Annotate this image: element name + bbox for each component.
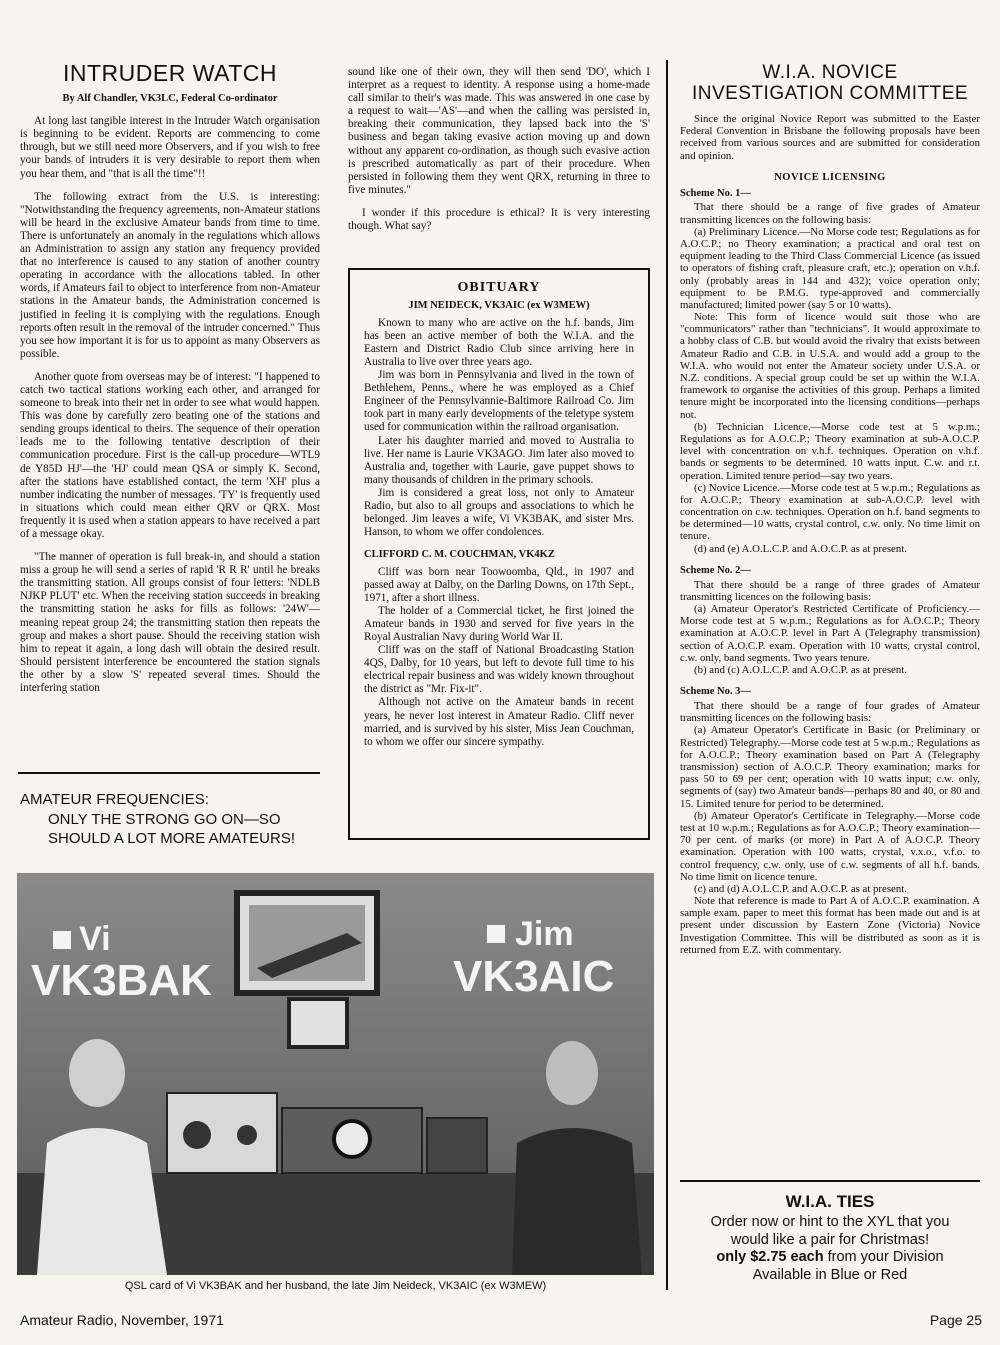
photo-caption: QSL card of Vi VK3BAK and her husband, the late Jim Neideck, VK3AIC (ex W3MEW) — [124, 1280, 547, 1292]
obituary-name-2: CLIFFORD C. M. COUCHMAN, VK4KZ — [364, 549, 555, 561]
ties-line-4: Available in Blue or Red — [752, 1266, 908, 1283]
scheme-1-de: (d) and (e) A.O.L.C.P. and A.O.C.P. as at present. — [694, 542, 907, 555]
sign-left-call: VK3BAK — [31, 956, 212, 1005]
right-column-rule — [666, 60, 668, 1290]
woman-body — [37, 1128, 167, 1275]
obit2-para-2: The holder of a Commercial ticket, he first joined the Amateur bands in 1930 and served for five years in the Royal Australian Navy during World War II. — [364, 604, 634, 643]
scheme-2-a: (a) Amateur Operator's Restricted Certificate of Proficiency.—Morse code test at 5 w.p.m.; Regulations as for A.O.C.P.; Theory examination at A.O.C.P. level in Part A (Telegraphy transmission) section of A.O.C.P. exam. Operation with 10 watts, crystal control, c.w. only, band segments. Two years tenure. — [680, 603, 980, 664]
qsl-photo — [17, 873, 654, 1275]
ties-price: only $2.75 each — [716, 1249, 824, 1266]
right-sign-square — [487, 925, 505, 943]
obituary-title: OBITUARY — [457, 280, 541, 295]
scheme-2-head: Scheme No. 2— — [680, 564, 751, 576]
ties-line-price — [672, 1249, 988, 1266]
continuation-para-2: I wonder if this procedure is ethical? It is very interesting though. What say? — [348, 206, 650, 233]
ties-line-3: from your Division — [827, 1249, 944, 1266]
scheme-1-a: (a) Preliminary Licence.—No Morse code test; Regulations as for A.O.C.P.; no Theory examination; a practical and oral test on equipment leading to the Third Class Commercial Licence (as issued to operators of fishing craft, pleasure craft, etc.); operation on v.h.f. only (probably areas in 144 and 432); voice operation only; equipment to be P.M.G. type-approved and commercially manufactured; limited power (say 5 or 10 watts). — [680, 225, 980, 311]
novice-intro: Since the original Novice Report was submitted to the Easter Federal Convention in Brisbane the following proposals have been received from various sources and are submitted for consideration and opinion. — [680, 112, 980, 162]
sign-right-call: VK3AIC — [453, 952, 615, 1001]
scheme-3-note: Note that reference is made to Part A of A.O.C.P. examination. A sample exam. paper to meet this format has been made out and is at present under discussion by Eastern Zone (Victoria) Novice Investigation Committee. This will be distributed as soon as it is returned from E.Z. with commentary. — [680, 895, 980, 956]
scheme-3-head: Scheme No. 3— — [680, 686, 751, 698]
small-picture-frame — [289, 999, 347, 1047]
obit2-para-1: Cliff was born near Toowoomba, Qld., in 1907 and passed away at Dalby, on the Darling Downs, on 17th Sept., 1971, after a short illness. — [364, 565, 634, 604]
scheme-3-b: (b) Amateur Operator's Certificate in Telegraphy.—Morse code test at 10 w.p.m.; Regulations as for A.O.C.P.; Theory examination—70 per cent. of marks (or more) in Part A of A.O.C.P. Theory examination. Operation with 100 watts, crystal, v.x.o., v.f.o. to control frequency, c.w. only, use of c.w. segments of all h.f. bands. No time limit on licence tenure. — [680, 809, 980, 883]
ties-top-rule — [680, 1180, 980, 1182]
man-body — [512, 1128, 642, 1275]
intruder-title: INTRUDER WATCH — [63, 60, 277, 86]
frequencies-line-2: ONLY THE STRONG GO ON—SO — [48, 810, 281, 828]
obit1-para-3: Later his daughter married and moved to Australia to live. Her name is Laurie VK3AGO. Jim later also moved to Australia and, together with Laurie, gave puppet shows to many thousands of children in the primary schools. — [364, 434, 634, 486]
receiver-dial-icon — [334, 1121, 370, 1157]
transmitter-knob-icon — [237, 1125, 257, 1145]
ties-line-2: would like a pair for Christmas! — [730, 1231, 930, 1248]
intruder-para-1: At long last tangible interest in the Intruder Watch organisation is beginning to be evident. Reports are commencing to come through, but we still need more Observers, and if you wish to free your bands of intruders it is very desirable to report them when you hear them, and "that is all the time"!! — [20, 115, 320, 180]
left-column-rule — [18, 772, 320, 774]
continuation-para-1: sound like one of their own, they will then send 'DO', which I interpret as a request to identity. A response using a home-made call similar to their's was made. This was answered in one case by a request to wait—'AS'—and when the calling was persisted in, breaking their communication, they lapsed back into the 'S' business and began taking evasive action moving up and down without any apparent co-ordination, as though such evasive action is prescribed automatically as part of their procedure. When persisted in following them they went QRX, returning in three to five minutes." — [348, 66, 650, 196]
intruder-byline: By Alf Chandler, VK3LC, Federal Co-ordinator — [62, 92, 278, 104]
frequencies-line-3: SHOULD A LOT MORE AMATEURS! — [48, 830, 296, 847]
transmitter-dial-icon — [183, 1121, 211, 1149]
scheme-2-intro: That there should be a range of three grades of Amateur transmitting licences on the following basis: — [680, 578, 980, 603]
novice-title-2: INVESTIGATION COMMITTEE — [691, 83, 969, 105]
scheme-1-c: (c) Novice Licence.—Morse code test at 5 w.p.m.; Regulations as for A.O.C.P.; Theory examination at sub-A.O.C.P. level with concentration on c.w. techniques. Operation on h.f. band segments to be determined—10 watts, crystal control, c.w. only. No time limit on tenure. — [680, 481, 980, 543]
intruder-para-4: "The manner of operation is full break-in, and should a station miss a group he will send a series of rapid 'R R R' until he breaks the transmitting station. All groups consist of four letters: 'NDLB NJKP PLUT' etc. When the receiving station succeeds in breaking the transmitting station he asks for fills as follows: '24W'—meaning repeat group 24; the transmitting station then repeats the group and makes a short pause. Should the receiving station wish him to repeat it again, a long dash will obtain the desired result. Should persistent interference be encountered the station signals the other by a slow 'S' repeated several times. Should the interfering station — [20, 551, 320, 695]
footer-left: Amateur Radio, November, 1971 — [20, 1312, 224, 1328]
ties-advert — [672, 1192, 988, 1284]
novice-title-1: W.I.A. NOVICE — [762, 62, 898, 83]
obit2-para-4: Although not active on the Amateur bands in recent years, he never lost interest in Amateur Radio. Cliff never married, and is survived by his sister, Miss Jean Couchman, to whom we offer our sincere sympathy. — [364, 696, 634, 748]
ties-line-1: Order now or hint to the XYL that you — [710, 1214, 950, 1231]
novice-column — [680, 62, 980, 956]
obituary-name-1: JIM NEIDECK, VK3AIC (ex W3MEW) — [408, 300, 590, 312]
scheme-3-cd: (c) and (d) A.O.L.C.P. and A.O.C.P. as at present. — [694, 882, 907, 895]
meter-unit — [427, 1118, 487, 1173]
novice-subhead: NOVICE LICENSING — [774, 171, 886, 183]
intruder-continuation — [348, 66, 650, 243]
intruder-para-2: The following extract from the U.S. is interesting: "Notwithstanding the frequency agreements, non-Amateur stations will be heard in the exclusive Amateur bands from time to time. There is unfortunately an anomaly in the regulations which allows an Administration to assign any station any frequency provided that no interference is caused to any station of another country operating in accordance with the allocations tabled. In other words, if Amateurs fail to object to interference from non-Amateur stations in the Amateur bands, the Administration concerned is justified in feeling it is complying with the regulations. Enough reports often result in the removal of the intruder concerned." Thus you see how important it is for us to appoint as many Observers as possible. — [20, 190, 320, 360]
scheme-1-note: Note: This form of licence would suit those who are "communicators" rather than "technicians". It would approximate to a hobby class of C.B. but would avoid the rivalry that exists between Amateur Radio and C.B. in U.S.A. and would add a group to the W.I.A. who would not enter the Amateur society under U.S.A. or N.Z. conditions. A special group could be set up within the W.I.A. framework to organise the activities of this group. Perhaps a limited tenure might be incorporated into the licensing conditions—perhaps not. — [680, 311, 980, 421]
intruder-column — [20, 60, 320, 705]
woman-head — [69, 1039, 125, 1107]
scheme-3-a: (a) Amateur Operator's Certificate in Basic (or Preliminary or Restricted) Telegraphy.—Morse code test at 5 w.p.m.; Regulations as for A.O.C.P.; Theory examination based on Part A (Telegraphy transmission) section of A.O.C.P. Theory examination; marks for pass 50 to 69 per cent; operation with 10 watts input; c.w. only, segments of (say) two Amateur bands—perhaps 80 and 40, or 80 and 15. Limited tenure for period to be determined. — [680, 724, 980, 810]
scheme-1-head: Scheme No. 1— — [680, 187, 751, 199]
obit1-para-1: Known to many who are active on the h.f. bands, Jim has been an active member of both the W.I.A. and the Eastern and District Radio Club since arriving here in Australia to live over three years ago. — [364, 316, 634, 368]
left-sign-square — [53, 931, 71, 949]
frequencies-line-1: AMATEUR FREQUENCIES: — [20, 791, 209, 808]
sign-right-name: Jim — [515, 915, 574, 953]
obit2-para-3: Cliff was on the staff of National Broadcasting Station 4QS, Dalby, for 10 years, but left to devote full time to his electrical repair business and was widely known throughout the district as "Mr. Fix-it". — [364, 644, 634, 696]
ties-title: W.I.A. TIES — [785, 1192, 875, 1211]
footer-right: Page 25 — [929, 1312, 982, 1328]
scheme-1-intro: That there should be a range of five grades of Amateur transmitting licences on the following basis: — [680, 201, 980, 226]
scheme-1-b: (b) Technician Licence.—Morse code test at 5 w.p.m.; Regulations as for A.O.C.P.; Theory examination at sub-A.O.C.P. level with concentration on v.h.f. techniques. Operation on v.h.f. bands or segments to be determined. 10 watts input. C.w. and r.t. operation. Limited tenure period—say two years. — [680, 420, 980, 482]
man-head — [546, 1041, 598, 1105]
sign-left-name: Vi — [79, 920, 111, 958]
frequencies-box — [20, 790, 340, 849]
obituary-box — [348, 268, 650, 840]
qsl-photo-scene — [17, 873, 654, 1275]
scheme-2-bc: (b) and (c) A.O.L.C.P. and A.O.C.P. as at present. — [694, 664, 907, 677]
obit1-para-4: Jim is considered a great loss, not only to Amateur Radio, but also to all groups and associations to which he belonged. Jim leaves a wife, Vi VK3BAK, and sister Mrs. Hanson, to whom we offer condolences. — [364, 486, 634, 539]
intruder-para-3: Another quote from overseas may be of interest: "I happened to catch two tactical stations working each other, and arranged for someone to break into their net in order to see what would happen. This was done by carefully zero beating one of the stations and sending groups identical to theirs. The sequence of their operation leads me to the following tentative description of their communication procedure. First is the call-up procedure—WTL9 de Y85D HJ'—the 'HJ' could mean QSA or simply K. Second, after the stations have established contact, the term 'XH' plus a number indicating the number of messages. 'TY' is frequently used in situations which could mean either QRV or QRX. Most frequently it is used when a station appears to have received a part of a message okay. — [20, 370, 320, 540]
obit1-para-2: Jim was born in Pennsylvania and lived in the town of Bethlehem, Penns., where he was employed as a Chief Engineer of the Pennsylvannie-Baltimore Railroad Co. Jim took part in many early developments of the teletype system used for communication within the railroad organisation. — [364, 369, 634, 434]
scheme-3-intro: That there should be a range of four grades of Amateur transmitting licences on the following basis: — [680, 700, 980, 725]
